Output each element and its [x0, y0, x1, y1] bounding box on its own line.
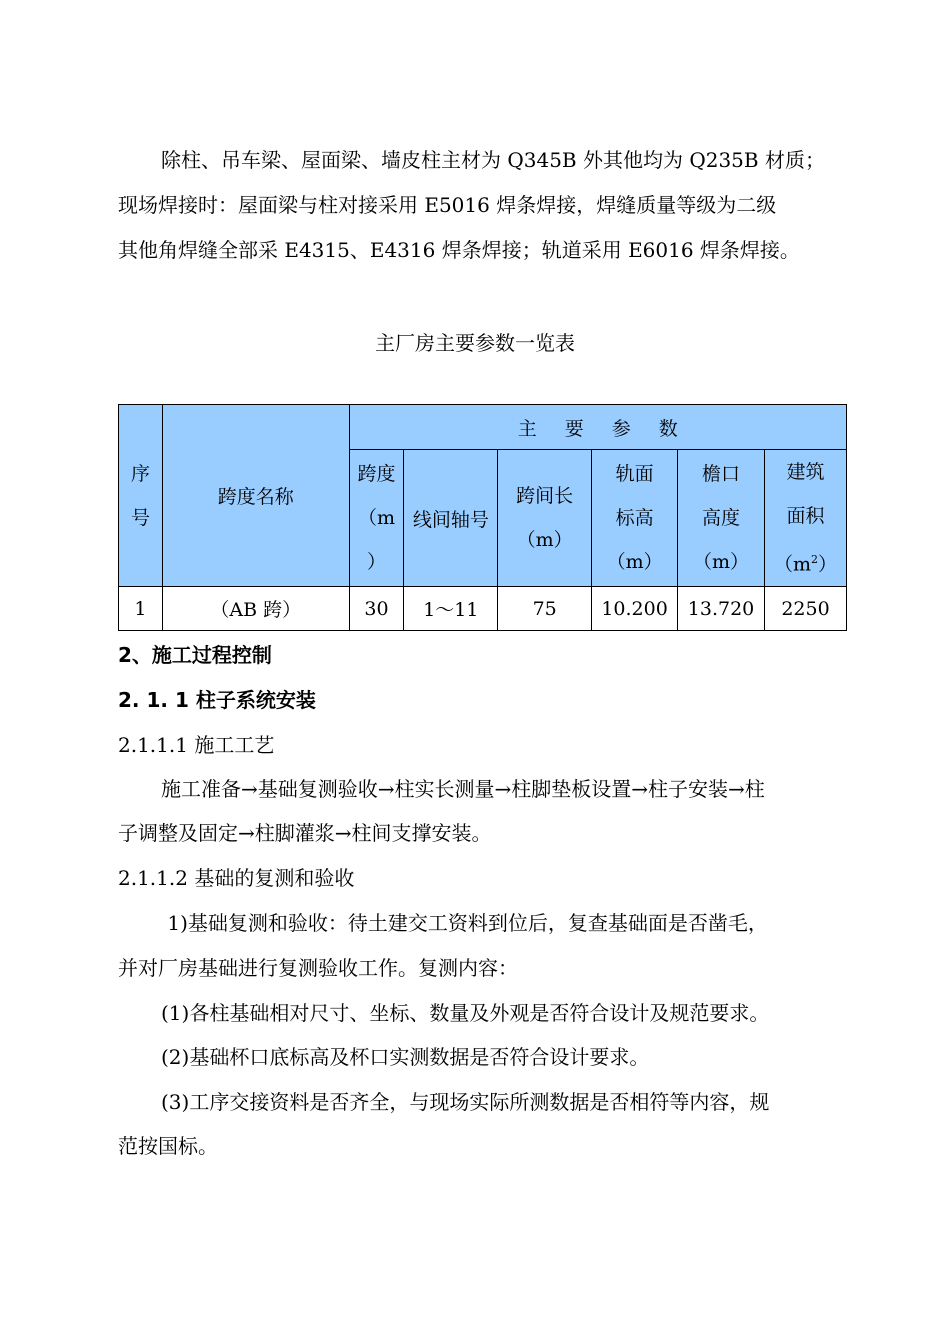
header-axis: 线间轴号 [404, 450, 498, 587]
header-span: 跨度 （m ） [349, 450, 404, 587]
list-item: (3)工序交接资料是否齐全，与现场实际所测数据是否相符等内容，规 [161, 1090, 770, 1114]
table-row [119, 587, 847, 631]
section-title: 2、施工过程控制 [118, 643, 272, 667]
header-seq: 序 号 [119, 405, 163, 587]
table-caption: 主厂房主要参数一览表 [375, 331, 575, 355]
intro-line-1: 除柱、吊车梁、屋面梁、墙皮柱主材为 Q345B 外其他均为 Q235B 材质； [161, 148, 825, 172]
process-line-1: 施工准备→基础复测验收→柱实长测量→柱脚垫板设置→柱子安装→柱 [161, 777, 765, 801]
header-rail-elevation: 轨面 标高 （m） [592, 450, 678, 587]
intro-line-3: 其他角焊缝全部采 E4315、E4316 焊条焊接；轨道采用 E6016 焊条焊接。 [118, 238, 800, 262]
cell-seq: 1 [119, 587, 163, 631]
cell-area: 2250 [765, 587, 847, 631]
cell-span: 30 [349, 587, 404, 631]
header-building-area: 建筑 面积 $(m^2)$ [765, 450, 847, 587]
cell-eave: 13.720 [678, 587, 765, 631]
cell-name: （AB 跨） [162, 587, 349, 631]
parameters-table [118, 404, 847, 631]
header-main-params: 主 要 参 数 [349, 405, 847, 450]
subsection-1-title: 2.1.1.1 施工工艺 [118, 733, 275, 757]
header-length: 跨间长 （m） [498, 450, 592, 587]
cell-axis: 1～11 [404, 587, 498, 631]
list-item-continuation: 范按国标。 [118, 1134, 218, 1158]
cell-length: 75 [498, 587, 592, 631]
header-span-name: 跨度名称 [162, 405, 349, 587]
subsection-2-title: 2.1.1.2 基础的复测和验收 [118, 866, 355, 890]
subsection-title: 2. 1. 1 柱子系统安装 [118, 688, 316, 712]
cell-rail: 10.200 [592, 587, 678, 631]
list-item: (1)各柱基础相对尺寸、坐标、数量及外观是否符合设计及规范要求。 [161, 1001, 770, 1025]
list-item: (2)基础杯口底标高及杯口实测数据是否符合设计要求。 [161, 1045, 650, 1069]
recheck-line-2: 并对厂房基础进行复测验收工作。复测内容： [118, 956, 518, 980]
recheck-line-1: 1)基础复测和验收：待土建交工资料到位后，复查基础面是否凿毛， [161, 911, 768, 935]
intro-line-2: 现场焊接时：屋面梁与柱对接采用 E5016 焊条焊接，焊缝质量等级为二级 [118, 193, 777, 217]
header-eave-height: 檐口 高度 （m） [678, 450, 765, 587]
process-line-2: 子调整及固定→柱脚灌浆→柱间支撑安装。 [118, 821, 492, 845]
